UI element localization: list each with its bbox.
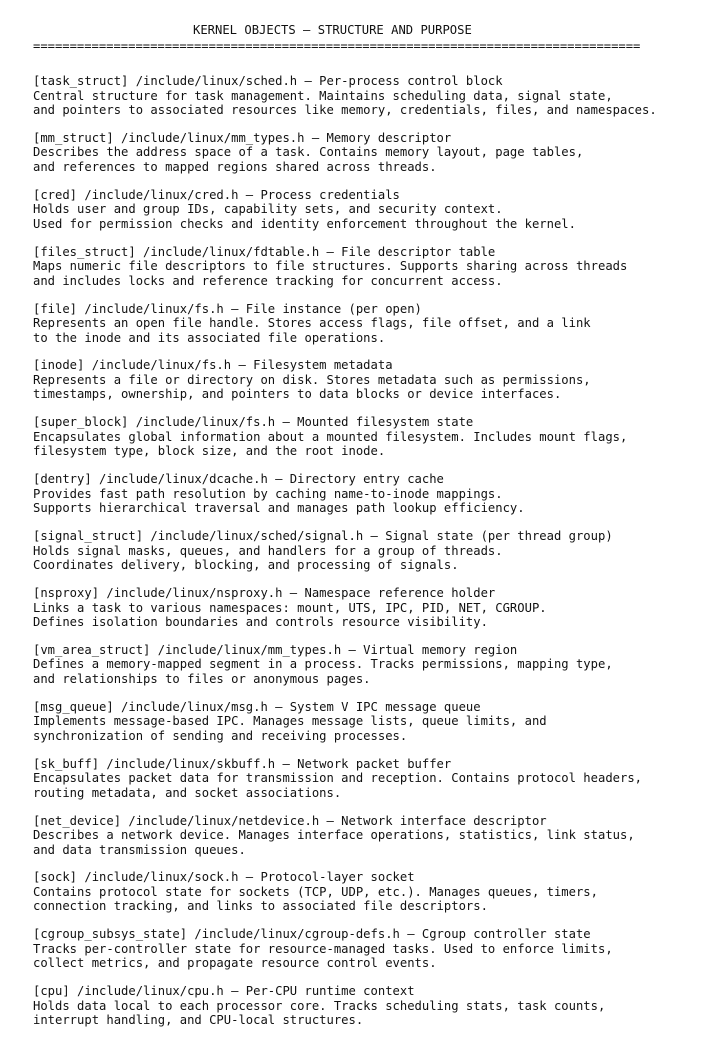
entry-header: [files_struct] /include/linux/fdtable.h — File descriptor table xyxy=(33,244,496,259)
entry-signal-struct xyxy=(33,529,703,573)
entry-description-line: Holds user and group IDs, capability sets, and security context. xyxy=(33,202,503,217)
entry-description-line: Tracks per-controller state for resource-managed tasks. Used to enforce limits, xyxy=(33,941,613,956)
entry-description-line: Defines isolation boundaries and controls resource visibility. xyxy=(33,615,488,630)
entry-description-line: collect metrics, and propagate resource control events. xyxy=(33,956,437,971)
entry-mm-struct xyxy=(33,131,703,175)
entry-super-block xyxy=(33,415,703,459)
entry-header: [cred] /include/linux/cred.h — Process credentials xyxy=(33,187,400,202)
entry-description-line: Encapsulates packet data for transmission and reception. Contains protocol headers, xyxy=(33,771,643,786)
entry-description-line: and includes locks and reference tracking for concurrent access. xyxy=(33,273,503,288)
entry-description-line: Represents a file or directory on disk. Stores metadata such as permissions, xyxy=(33,372,591,387)
entry-header: [cgroup_subsys_state] /include/linux/cgroup-defs.h — Cgroup controller state xyxy=(33,927,591,942)
entry-cred xyxy=(33,188,703,232)
entry-cpu xyxy=(33,984,703,1028)
entry-description-line: Implements message-based IPC. Manages message lists, queue limits, and xyxy=(33,714,547,729)
entry-description-line: routing metadata, and socket associations. xyxy=(33,785,342,800)
entry-description-line: Defines a memory-mapped segment in a process. Tracks permissions, mapping type, xyxy=(33,657,613,672)
entry-files-struct xyxy=(33,245,703,289)
entry-description-line: Provides fast path resolution by caching name-to-inode mappings. xyxy=(33,486,503,501)
entry-list xyxy=(33,74,703,1028)
entry-description-line: Contains protocol state for sockets (TCP, UDP, etc.). Manages queues, timers, xyxy=(33,884,598,899)
entry-header: [sk_buff] /include/linux/skbuff.h — Network packet buffer xyxy=(33,756,452,771)
entry-vm-area-struct xyxy=(33,643,703,687)
entry-task-struct xyxy=(33,74,703,118)
entry-description-line: Coordinates delivery, blocking, and processing of signals. xyxy=(33,558,459,573)
entry-description-line: Describes the address space of a task. Contains memory layout, page tables, xyxy=(33,145,584,160)
entry-description-line: Holds data local to each processor core. Tracks scheduling stats, task counts, xyxy=(33,998,606,1013)
entry-header: [net_device] /include/linux/netdevice.h — Network interface descriptor xyxy=(33,813,547,828)
entry-description-line: Central structure for task management. Maintains scheduling data, signal state, xyxy=(33,88,613,103)
entry-description-line: filesystem type, block size, and the root inode. xyxy=(33,444,386,459)
title-rule: =================================================================================== xyxy=(33,39,641,53)
entry-nsproxy xyxy=(33,586,703,630)
entry-msg-queue xyxy=(33,700,703,744)
entry-description-line: Links a task to various namespaces: mount, UTS, IPC, PID, NET, CGROUP. xyxy=(33,600,547,615)
entry-header: [file] /include/linux/fs.h — File instance (per open) xyxy=(33,301,422,316)
entry-inode xyxy=(33,358,703,402)
entry-description-line: to the inode and its associated file operations. xyxy=(33,330,386,345)
entry-header: [vm_area_struct] /include/linux/mm_types.h — Virtual memory region xyxy=(33,642,518,657)
entry-description-line: connection tracking, and links to associated file descriptors. xyxy=(33,899,488,914)
entry-header: [mm_struct] /include/linux/mm_types.h — Memory descriptor xyxy=(33,130,452,145)
entry-header: [signal_struct] /include/linux/sched/signal.h — Signal state (per thread group) xyxy=(33,529,613,544)
entry-header: [task_struct] /include/linux/sched.h — Per-process control block xyxy=(33,74,503,88)
document-title: KERNEL OBJECTS — STRUCTURE AND PURPOSE xyxy=(193,23,472,37)
entry-description-line: interrupt handling, and CPU-local structures. xyxy=(33,1013,364,1028)
entry-description-line: Represents an open file handle. Stores access flags, file offset, and a link xyxy=(33,316,591,331)
entry-sk-buff xyxy=(33,757,703,801)
entry-description-line: and data transmission queues. xyxy=(33,842,246,857)
document xyxy=(33,22,703,1041)
entry-description-line: timestamps, ownership, and pointers to data blocks or device interfaces. xyxy=(33,387,562,402)
entry-file xyxy=(33,302,703,346)
entry-header: [msg_queue] /include/linux/msg.h — System V IPC message queue xyxy=(33,699,481,714)
entry-header: [inode] /include/linux/fs.h — Filesystem metadata xyxy=(33,358,393,373)
entry-sock xyxy=(33,870,703,914)
entry-description-line: Describes a network device. Manages interface operations, statistics, link status, xyxy=(33,828,635,843)
entry-header: [super_block] /include/linux/fs.h — Mounted filesystem state xyxy=(33,415,474,430)
entry-description-line: Supports hierarchical traversal and manages path lookup efficiency. xyxy=(33,501,525,516)
entry-header: [sock] /include/linux/sock.h — Protocol-layer socket xyxy=(33,870,415,885)
entry-description-line: Holds signal masks, queues, and handlers for a group of threads. xyxy=(33,543,503,558)
entry-description-line: and pointers to associated resources like memory, credentials, files, and namespaces. xyxy=(33,103,657,117)
entry-header: [nsproxy] /include/linux/nsproxy.h — Namespace reference holder xyxy=(33,586,496,601)
entry-dentry xyxy=(33,472,703,516)
entry-description-line: and relationships to files or anonymous pages. xyxy=(33,671,371,686)
entry-description-line: Encapsulates global information about a mounted filesystem. Includes mount flags, xyxy=(33,429,628,444)
entry-header: [dentry] /include/linux/dcache.h — Directory entry cache xyxy=(33,472,444,487)
entry-description-line: Used for permission checks and identity enforcement throughout the kernel. xyxy=(33,216,576,231)
entry-description-line: Maps numeric file descriptors to file structures. Supports sharing across threads xyxy=(33,259,628,274)
entry-net-device xyxy=(33,814,703,858)
entry-description-line: synchronization of sending and receiving processes. xyxy=(33,728,408,743)
entry-header: [cpu] /include/linux/cpu.h — Per-CPU runtime context xyxy=(33,984,415,999)
entry-cgroup-subsys-state xyxy=(33,927,703,971)
entry-description-line: and references to mapped regions shared across threads. xyxy=(33,159,437,174)
